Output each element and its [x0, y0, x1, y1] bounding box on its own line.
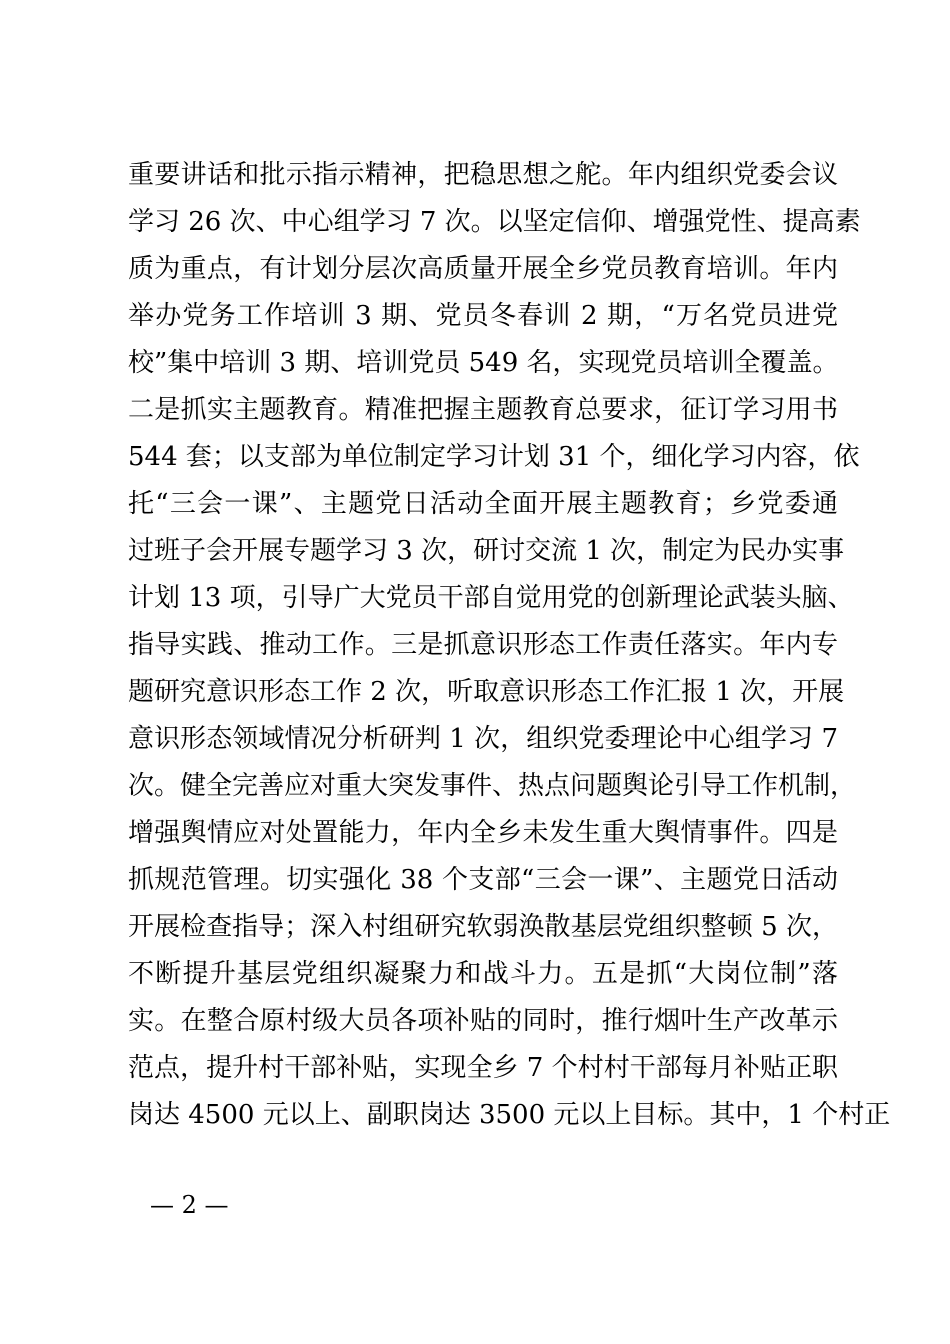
text-line-13: 意识形态领域情况分析研判 1 次，组织党委理论中心组学习 7 — [128, 724, 838, 754]
text-line-11: 指导实践、推动工作。三是抓意识形态工作责任落实。年内专 — [128, 630, 838, 660]
text-line-9: 过班子会开展专题学习 3 次，研讨交流 1 次，制定为民办实事 — [128, 536, 845, 566]
text-line-17: 开展检查指导；深入村组研究软弱涣散基层党组织整顿 5 次， — [128, 912, 838, 942]
text-line-19: 实。在整合原村级大员各项补贴的同时，推行烟叶生产改革示 — [128, 1006, 838, 1036]
text-line-5: 校”集中培训 3 期、培训党员 549 名，实现党员培训全覆盖。 — [128, 348, 839, 378]
text-line-2: 学习 26 次、中心组学习 7 次。以坚定信仰、增强党性、提高素 — [128, 207, 861, 237]
text-line-4: 举办党务工作培训 3 期、党员冬春训 2 期，“万名党员进党 — [128, 301, 838, 331]
text-line-18: 不断提升基层党组织凝聚力和战斗力。五是抓“大岗位制”落 — [128, 959, 838, 989]
body-text — [128, 152, 891, 1139]
text-line-12: 题研究意识形态工作 2 次，听取意识形态工作汇报 1 次，开展 — [128, 677, 845, 707]
text-line-3: 质为重点，有计划分层次高质量开展全乡党员教育培训。年内 — [128, 254, 838, 284]
text-line-10: 计划 13 项，引导广大党员干部自觉用党的创新理论武装头脑、 — [128, 583, 854, 613]
text-line-1: 重要讲话和批示指示精神，把稳思想之舵。年内组织党委会议 — [128, 160, 838, 190]
text-line-7: 544 套；以支部为单位制定学习计划 31 个，细化学习内容，依 — [128, 442, 860, 472]
text-line-16: 抓规范管理。切实强化 38 个支部“三会一课”、主题党日活动 — [128, 865, 838, 895]
text-line-6: 二是抓实主题教育。精准把握主题教育总要求，征订学习用书 — [128, 395, 838, 425]
text-line-14: 次。健全完善应对重大突发事件、热点问题舆论引导工作机制， — [128, 771, 857, 801]
text-line-8: 托“三会一课”、主题党日活动全面开展主题教育；乡党委通 — [128, 489, 838, 519]
page-number: — 2 — — [150, 1191, 229, 1219]
text-line-15: 增强舆情应对处置能力，年内全乡未发生重大舆情事件。四是 — [128, 818, 838, 848]
text-line-20: 范点，提升村干部补贴，实现全乡 7 个村村干部每月补贴正职 — [128, 1053, 838, 1083]
text-line-21: 岗达 4500 元以上、副职岗达 3500 元以上目标。其中，1 个村正 — [128, 1100, 891, 1130]
